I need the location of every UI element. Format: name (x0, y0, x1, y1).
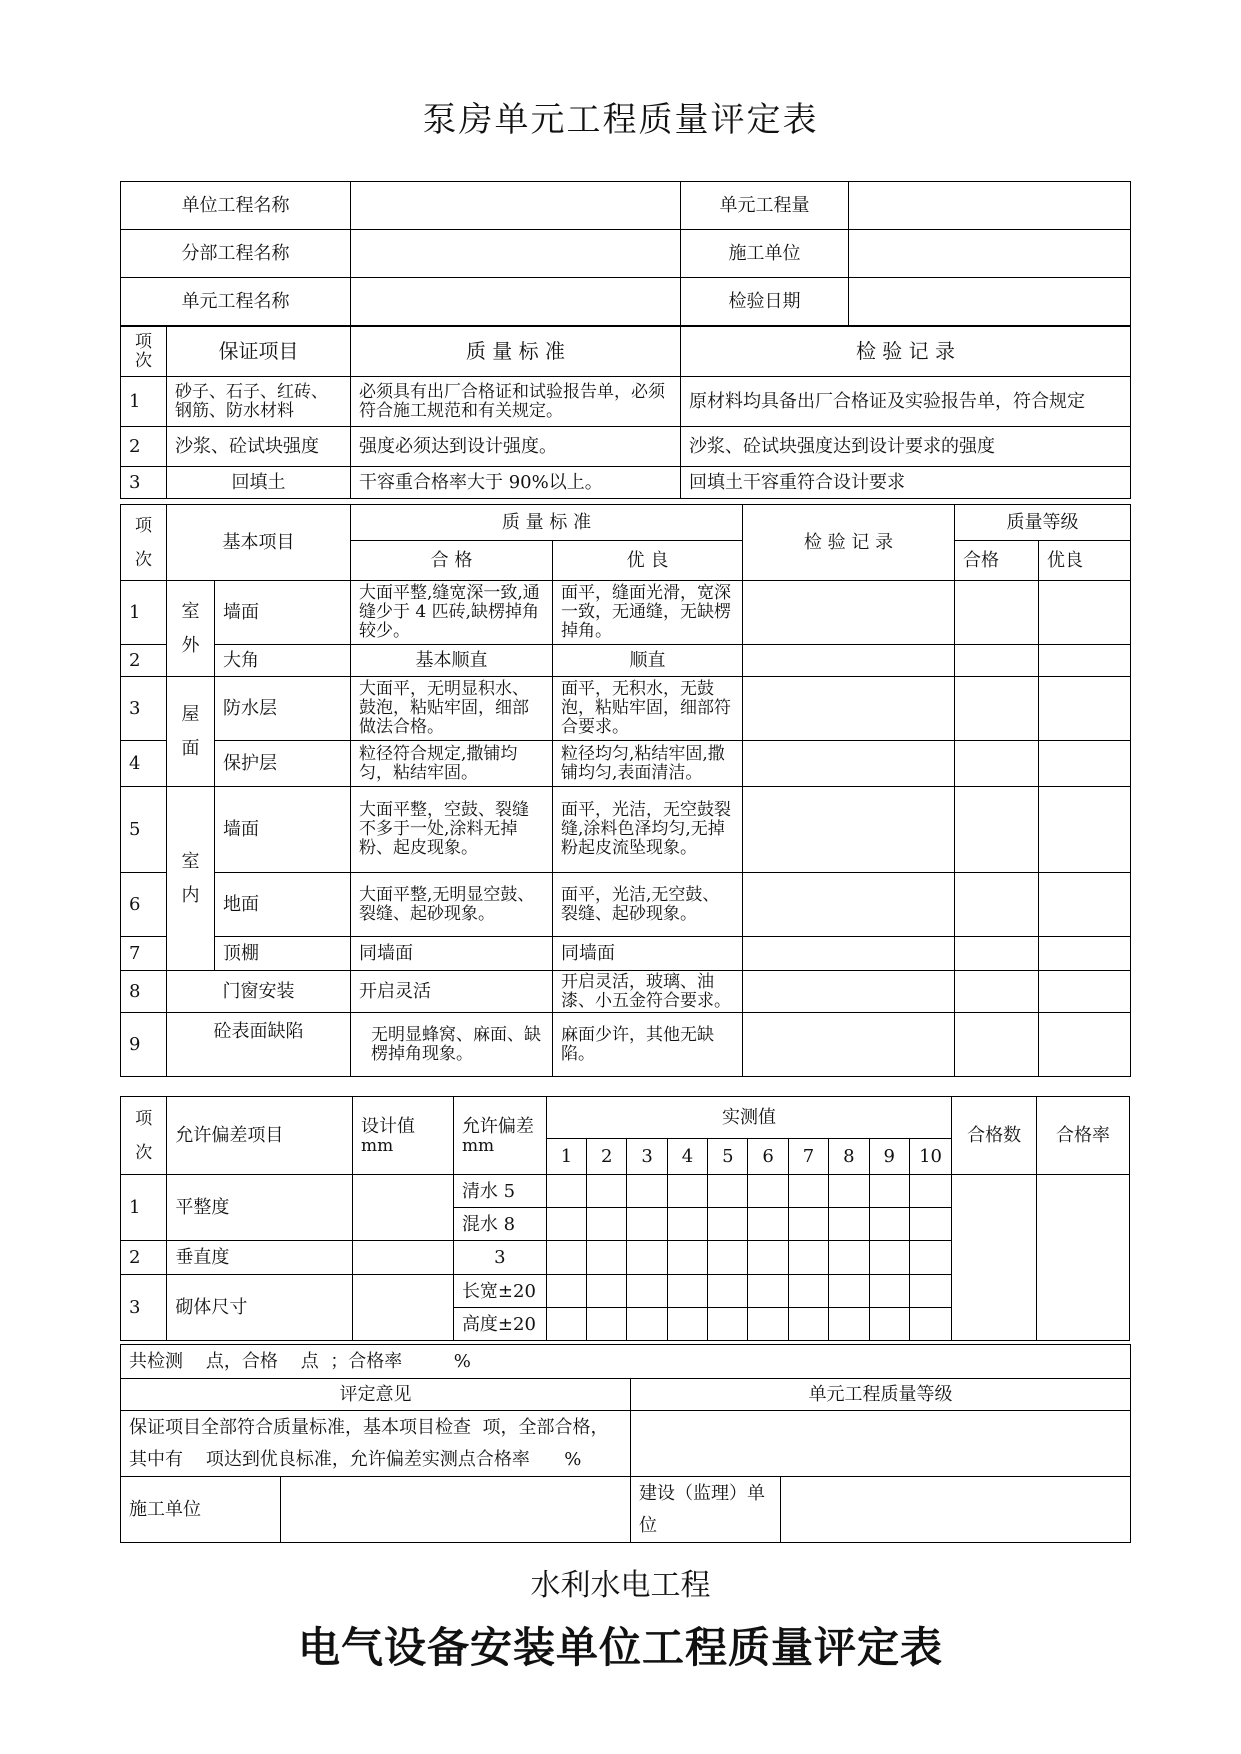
measured-cell[interactable] (748, 1308, 788, 1341)
group-roof: 屋面 (167, 677, 215, 787)
basic-row-no: 9 (121, 1013, 167, 1077)
measured-cell[interactable] (546, 1175, 586, 1208)
basic-row-no: 2 (121, 645, 167, 677)
measured-cell[interactable] (587, 1175, 627, 1208)
sub-project-value[interactable] (351, 230, 681, 278)
measured-cell[interactable] (546, 1241, 586, 1275)
contractor-value[interactable] (849, 230, 1131, 278)
sub-project-label: 分部工程名称 (121, 230, 351, 278)
measured-cell[interactable] (788, 1175, 828, 1208)
measured-cell[interactable] (909, 1308, 951, 1341)
basic-row-good: 面平，光洁，无空鼓裂缝,涂料色泽均匀,无掉粉起皮流坠现象。 (553, 787, 743, 873)
deviation-row-allow: 清水 5 (453, 1175, 546, 1208)
measured-cell[interactable] (546, 1275, 586, 1308)
guarantee-col-standard: 质 量 标 准 (351, 327, 681, 377)
basic-row-grade-pass[interactable] (955, 677, 1039, 741)
point-label: 7 (788, 1139, 828, 1175)
deviation-row-allow: 高度±20 (453, 1308, 546, 1341)
measured-cell[interactable] (909, 1275, 951, 1308)
deviation-row-no: 1 (121, 1175, 167, 1241)
deviation-row-no: 2 (121, 1241, 167, 1275)
measured-cell[interactable] (546, 1308, 586, 1341)
guarantee-row-standard: 必须具有出厂合格证和试验报告单，必须符合施工规范和有关规定。 (351, 377, 681, 427)
basic-row-record[interactable] (743, 873, 955, 937)
grade-value[interactable] (631, 1411, 1131, 1477)
basic-row-no: 8 (121, 971, 167, 1013)
deviation-col-design-label: 设计值 (361, 1115, 416, 1137)
basic-row-grade-pass[interactable] (955, 581, 1039, 645)
basic-row-grade-good[interactable] (1039, 581, 1131, 645)
measured-cell[interactable] (627, 1308, 667, 1341)
basic-col-item: 基本项目 (167, 505, 351, 581)
measured-cell[interactable] (909, 1208, 951, 1241)
deviation-col-allow-unit: mm (461, 1135, 495, 1156)
basic-row-record[interactable] (743, 937, 955, 971)
measured-cell[interactable] (748, 1275, 788, 1308)
measured-cell[interactable] (869, 1208, 909, 1241)
basic-row-pass: 大面平整,无明显空鼓、裂缝、起砂现象。 (351, 873, 553, 937)
measured-cell[interactable] (829, 1208, 869, 1241)
measured-cell[interactable] (829, 1175, 869, 1208)
basic-row-good: 麻面少许，其他无缺陷。 (553, 1013, 743, 1077)
deviation-col-qualified-count: 合格数 (952, 1097, 1037, 1175)
basic-row-item: 防水层 (215, 677, 351, 741)
deviation-col-design (353, 1097, 454, 1175)
guarantee-row-record: 沙浆、砼试块强度达到设计要求的强度 (681, 427, 1131, 467)
basic-row-record[interactable] (743, 581, 955, 645)
basic-col-no: 项次 (121, 505, 167, 581)
measured-cell[interactable] (708, 1308, 748, 1341)
measured-cell[interactable] (788, 1275, 828, 1308)
basic-row-pass: 开启灵活 (351, 971, 553, 1013)
basic-row-item: 砼表面缺陷 (167, 1013, 351, 1077)
measured-cell[interactable] (869, 1241, 909, 1275)
basic-row-record[interactable] (743, 677, 955, 741)
basic-row-grade-good[interactable] (1039, 677, 1131, 741)
measured-cell[interactable] (788, 1241, 828, 1275)
deviation-row-allow: 混水 8 (453, 1208, 546, 1241)
opinion-line-1: 保证项目全部符合质量标准，基本项目检查 项，全部合格， (129, 1416, 609, 1438)
basic-row-grade-good[interactable] (1039, 873, 1131, 937)
basic-row-no: 1 (121, 581, 167, 645)
guarantee-row-item: 回填土 (167, 467, 351, 499)
guarantee-row-record: 回填土干容重符合设计要求 (681, 467, 1131, 499)
measured-cell[interactable] (788, 1308, 828, 1341)
basic-row-record[interactable] (743, 645, 955, 677)
basic-row-pass: 粒径符合规定,撒铺均匀，粘结牢固。 (351, 741, 553, 787)
basic-row-item: 顶棚 (215, 937, 351, 971)
measured-cell[interactable] (909, 1241, 951, 1275)
qualified-count-cell[interactable] (952, 1175, 1037, 1341)
group-indoor: 室内 (167, 787, 215, 971)
opinion-text (121, 1411, 631, 1477)
page-title: 泵房单元工程质量评定表 (422, 100, 819, 140)
measured-cell[interactable] (667, 1241, 707, 1275)
deviation-row-item: 垂直度 (167, 1241, 353, 1275)
guarantee-row-no: 1 (121, 377, 167, 427)
basic-row-grade-good[interactable] (1039, 741, 1131, 787)
basic-row-good: 面平，光洁,无空鼓、裂缝、起砂现象。 (553, 873, 743, 937)
deviation-summary: 共检测 点，合格 点 ；合格率 % (121, 1345, 1131, 1379)
measured-cell[interactable] (546, 1208, 586, 1241)
basic-row-grade-good[interactable] (1039, 971, 1131, 1013)
basic-col-pass: 合 格 (351, 541, 553, 581)
basic-row-item: 大角 (215, 645, 351, 677)
footer-sub-title: 水利水电工程 (530, 1568, 711, 1603)
qualified-rate-cell[interactable] (1037, 1175, 1130, 1341)
point-label: 3 (627, 1139, 667, 1175)
sign-contractor-label: 施工单位 (121, 1477, 281, 1543)
basic-row-grade-good[interactable] (1039, 645, 1131, 677)
deviation-col-allow (453, 1097, 546, 1175)
basic-row-pass: 同墙面 (351, 937, 553, 971)
basic-row-item: 墙面 (215, 581, 351, 645)
guarantee-col-item: 保证项目 (167, 327, 351, 377)
footer-next-title: 电气设备安装单位工程质量评定表 (297, 1623, 943, 1672)
basic-row-grade-pass[interactable] (955, 971, 1039, 1013)
basic-row-good: 同墙面 (553, 937, 743, 971)
unit-project-label: 单位工程名称 (121, 182, 351, 230)
basic-row-grade-good[interactable] (1039, 937, 1131, 971)
guarantee-row-no: 2 (121, 427, 167, 467)
basic-row-item: 保护层 (215, 741, 351, 787)
measured-cell[interactable] (869, 1308, 909, 1341)
element-name-value[interactable] (351, 278, 681, 326)
point-label: 10 (909, 1139, 951, 1175)
measured-cell[interactable] (869, 1275, 909, 1308)
basic-col-standard: 质 量 标 准 (351, 505, 743, 541)
header-table (120, 181, 1131, 326)
sign-contractor-value[interactable] (281, 1477, 631, 1543)
measured-cell[interactable] (748, 1241, 788, 1275)
contractor-label: 施工单位 (681, 230, 849, 278)
deviation-row-no: 3 (121, 1275, 167, 1341)
sign-owner-label: 建设（监理）单位 (631, 1477, 781, 1543)
inspection-date-label: 检验日期 (681, 278, 849, 326)
basic-row-no: 3 (121, 677, 167, 741)
basic-row-grade-pass[interactable] (955, 1013, 1039, 1077)
basic-row-item: 门窗安装 (167, 971, 351, 1013)
basic-col-grade-pass: 合格 (955, 541, 1039, 581)
measured-cell[interactable] (748, 1175, 788, 1208)
basic-row-record[interactable] (743, 741, 955, 787)
deviation-row-item: 砌体尺寸 (167, 1275, 353, 1341)
measured-cell[interactable] (667, 1175, 707, 1208)
guarantee-col-record: 检 验 记 录 (681, 327, 1131, 377)
deviation-col-no: 项次 (121, 1097, 167, 1175)
measured-cell[interactable] (829, 1275, 869, 1308)
deviation-col-measured: 实测值 (546, 1097, 952, 1139)
element-name-label: 单元工程名称 (121, 278, 351, 326)
basic-row-pass: 大面平整,缝宽深一致,通缝少于 4 匹砖,缺楞掉角较少。 (351, 581, 553, 645)
basic-row-pass: 无明显蜂窝、麻面、缺楞掉角现象。 (351, 1013, 553, 1077)
basic-row-no: 5 (121, 787, 167, 873)
basic-row-item: 墙面 (215, 787, 351, 873)
deviation-row-design[interactable] (353, 1175, 454, 1241)
guarantee-row-record: 原材料均具备出厂合格证及实验报告单，符合规定 (681, 377, 1131, 427)
measured-cell[interactable] (667, 1208, 707, 1241)
basic-row-good: 顺直 (553, 645, 743, 677)
measured-cell[interactable] (627, 1208, 667, 1241)
measured-cell[interactable] (627, 1175, 667, 1208)
measured-cell[interactable] (587, 1241, 627, 1275)
guarantee-row-standard: 干容重合格率大于 90%以上。 (351, 467, 681, 499)
basic-col-grade-good: 优良 (1039, 541, 1131, 581)
basic-row-grade-pass[interactable] (955, 741, 1039, 787)
basic-row-no: 4 (121, 741, 167, 787)
measured-cell[interactable] (667, 1275, 707, 1308)
evaluation-table (120, 1344, 1131, 1543)
opinion-line-2: 其中有 项达到优良标准，允许偏差实测点合格率 % (129, 1448, 582, 1470)
measured-cell[interactable] (748, 1208, 788, 1241)
basic-row-good: 开启灵活，玻璃、油漆、小五金符合要求。 (553, 971, 743, 1013)
basic-row-good: 面平，无积水，无鼓泡，粘贴牢固，细部符合要求。 (553, 677, 743, 741)
guarantee-row-standard: 强度必须达到设计强度。 (351, 427, 681, 467)
measured-cell[interactable] (667, 1308, 707, 1341)
basic-row-item: 地面 (215, 873, 351, 937)
measured-cell[interactable] (869, 1175, 909, 1208)
basic-row-grade-pass[interactable] (955, 645, 1039, 677)
basic-row-grade-pass[interactable] (955, 787, 1039, 873)
basic-table (120, 504, 1131, 1077)
measured-cell[interactable] (587, 1308, 627, 1341)
basic-row-pass: 大面平，无明显积水、鼓泡，粘贴牢固，细部做法合格。 (351, 677, 553, 741)
basic-row-record[interactable] (743, 1013, 955, 1077)
basic-row-no: 6 (121, 873, 167, 937)
guarantee-col-no: 项次 (121, 327, 167, 377)
point-label: 1 (546, 1139, 586, 1175)
basic-row-good: 粒径均匀,粘结牢固,撒铺均匀,表面清洁。 (553, 741, 743, 787)
measured-cell[interactable] (587, 1275, 627, 1308)
point-label: 9 (869, 1139, 909, 1175)
point-label: 8 (829, 1139, 869, 1175)
basic-row-record[interactable] (743, 971, 955, 1013)
basic-row-grade-good[interactable] (1039, 787, 1131, 873)
measured-cell[interactable] (829, 1308, 869, 1341)
basic-row-good: 面平，缝面光滑，宽深一致，无通缝，无缺楞掉角。 (553, 581, 743, 645)
opinion-label: 评定意见 (121, 1379, 631, 1411)
measured-cell[interactable] (627, 1275, 667, 1308)
measured-cell[interactable] (587, 1208, 627, 1241)
deviation-row-allow: 3 (453, 1241, 546, 1275)
guarantee-row-no: 3 (121, 467, 167, 499)
deviation-row-item: 平整度 (167, 1175, 353, 1241)
deviation-row-allow: 长宽±20 (453, 1275, 546, 1308)
measured-cell[interactable] (627, 1241, 667, 1275)
basic-col-good: 优 良 (553, 541, 743, 581)
basic-row-record[interactable] (743, 787, 955, 873)
measured-cell[interactable] (708, 1208, 748, 1241)
deviation-col-design-unit: mm (361, 1135, 394, 1156)
measured-cell[interactable] (829, 1241, 869, 1275)
measured-cell[interactable] (708, 1275, 748, 1308)
guarantee-row-item: 砂子、石子、红砖、钢筋、防水材料 (167, 377, 351, 427)
deviation-col-allow-label: 允许偏差 (461, 1115, 534, 1137)
point-label: 5 (708, 1139, 748, 1175)
unit-project-value[interactable] (351, 182, 681, 230)
basic-row-grade-pass[interactable] (955, 937, 1039, 971)
deviation-row-design[interactable] (353, 1241, 454, 1275)
deviation-table (120, 1096, 1130, 1341)
measured-cell[interactable] (708, 1241, 748, 1275)
unit-quantity-value[interactable] (849, 182, 1131, 230)
deviation-col-qualified-rate: 合格率 (1037, 1097, 1130, 1175)
inspection-date-value[interactable] (849, 278, 1131, 326)
basic-row-grade-good[interactable] (1039, 1013, 1131, 1077)
guarantee-row-item: 沙浆、砼试块强度 (167, 427, 351, 467)
guarantee-table (120, 326, 1131, 499)
point-label: 6 (748, 1139, 788, 1175)
group-outdoor: 室外 (167, 581, 215, 677)
deviation-col-item: 允许偏差项目 (167, 1097, 353, 1175)
basic-row-grade-pass[interactable] (955, 873, 1039, 937)
basic-col-grade: 质量等级 (955, 505, 1131, 541)
basic-col-record: 检 验 记 录 (743, 505, 955, 581)
point-label: 2 (587, 1139, 627, 1175)
measured-cell[interactable] (708, 1175, 748, 1208)
basic-row-pass: 基本顺直 (351, 645, 553, 677)
sign-owner-value[interactable] (781, 1477, 1131, 1543)
basic-row-no: 7 (121, 937, 167, 971)
unit-quantity-label: 单元工程量 (681, 182, 849, 230)
grade-label: 单元工程质量等级 (631, 1379, 1131, 1411)
basic-row-pass: 大面平整，空鼓、裂缝不多于一处,涂料无掉粉、起皮现象。 (351, 787, 553, 873)
measured-cell[interactable] (909, 1175, 951, 1208)
measured-cell[interactable] (788, 1208, 828, 1241)
deviation-row-design[interactable] (353, 1275, 454, 1341)
point-label: 4 (667, 1139, 707, 1175)
